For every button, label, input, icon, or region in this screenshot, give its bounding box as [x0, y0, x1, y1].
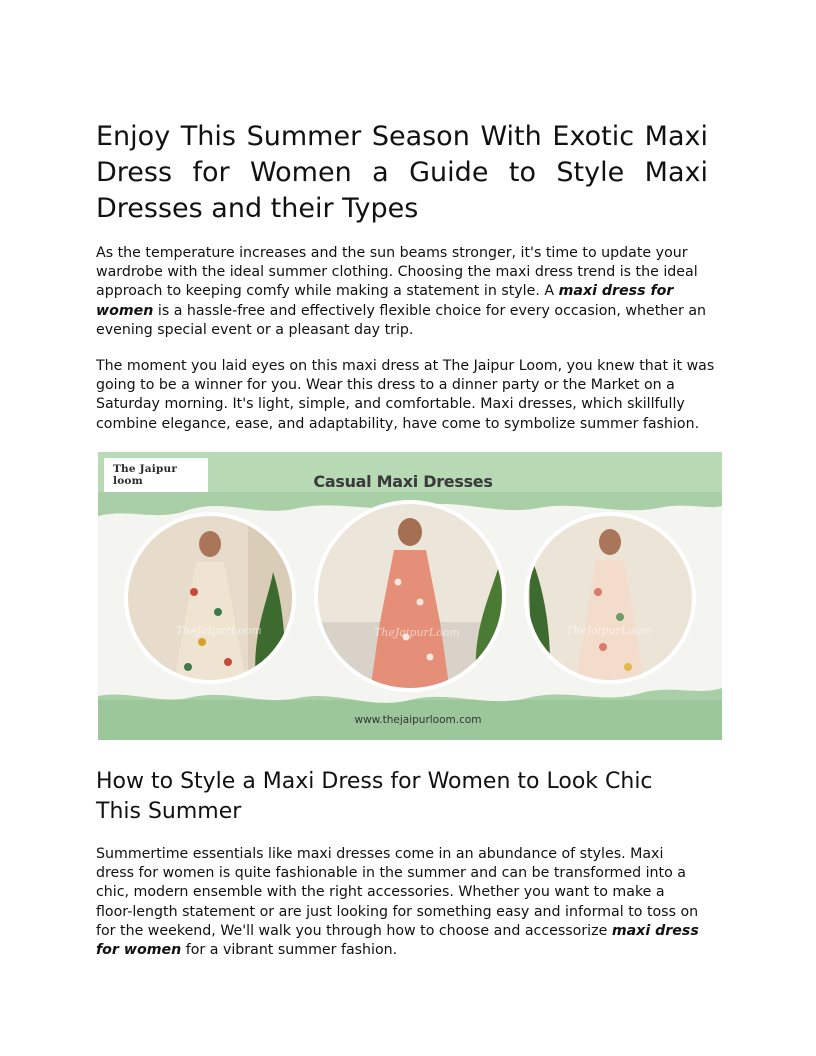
body-paragraph-3: [96, 845, 700, 960]
body-paragraph-2: The moment you laid eyes on this maxi dress at The Jaipur Loom, you knew that it was going to be a winner for you. Wear this dress to a dinner party or the Market on a Saturday morning. It's light, simple, and comfortable. Maxi dresses, which skillfully combine elegance, ease, and adaptability, have come to symbolize summer fashion.: [96, 358, 715, 432]
page-title: Enjoy This Summer Season With Exotic Maxi Dress for Women a Guide to Style Maxi Dresses and their Types: [96, 121, 708, 224]
paragraph3-text-start: Summertime essentials like maxi dresses come in an abundance of styles. Maxi dress for women is quite fashionable in the summer and can be transformed into a chic, modern ensemble with the right accessories. Whether you want to make a floor-length statement or are just looking for something easy and informal to toss on for the weekend, We'll walk you through how to choose and accessorize: [96, 846, 699, 939]
paragraph3-emphasis: maxi dress for women: [96, 922, 699, 959]
intro-text-end: is a hassle-free and effectively flexible choice for every occasion, whether an evening special event or a pleasant day trip.: [96, 302, 707, 338]
watermark-right: TheJaipurLoom: [566, 624, 652, 637]
banner-image: [98, 452, 722, 740]
intro-text-start: As the temperature increases and the sun beams stronger, it's time to update your wardrobe with the ideal summer clothing. Choosing the maxi dress trend is the ideal approach to keeping comfy while making a statement in style. A: [96, 245, 698, 300]
banner-artwork: [98, 452, 722, 740]
intro-paragraph: [96, 244, 720, 340]
watermark-left: TheJaipurLoom: [176, 624, 262, 637]
watermark-center: TheJaipurLoom: [374, 626, 460, 639]
brand-logo-text: The Jaipur loom: [113, 463, 178, 487]
banner-title: Casual Maxi Dresses: [313, 472, 493, 491]
intro-emphasis: maxi dress for women: [96, 283, 674, 319]
paragraph3-text-end: for a vibrant summer fashion.: [181, 942, 398, 959]
brand-logo: [104, 458, 208, 492]
section-heading: How to Style a Maxi Dress for Women to Look Chic This Summer: [96, 769, 653, 824]
banner-url: www.thejaipurloom.com: [354, 714, 482, 726]
